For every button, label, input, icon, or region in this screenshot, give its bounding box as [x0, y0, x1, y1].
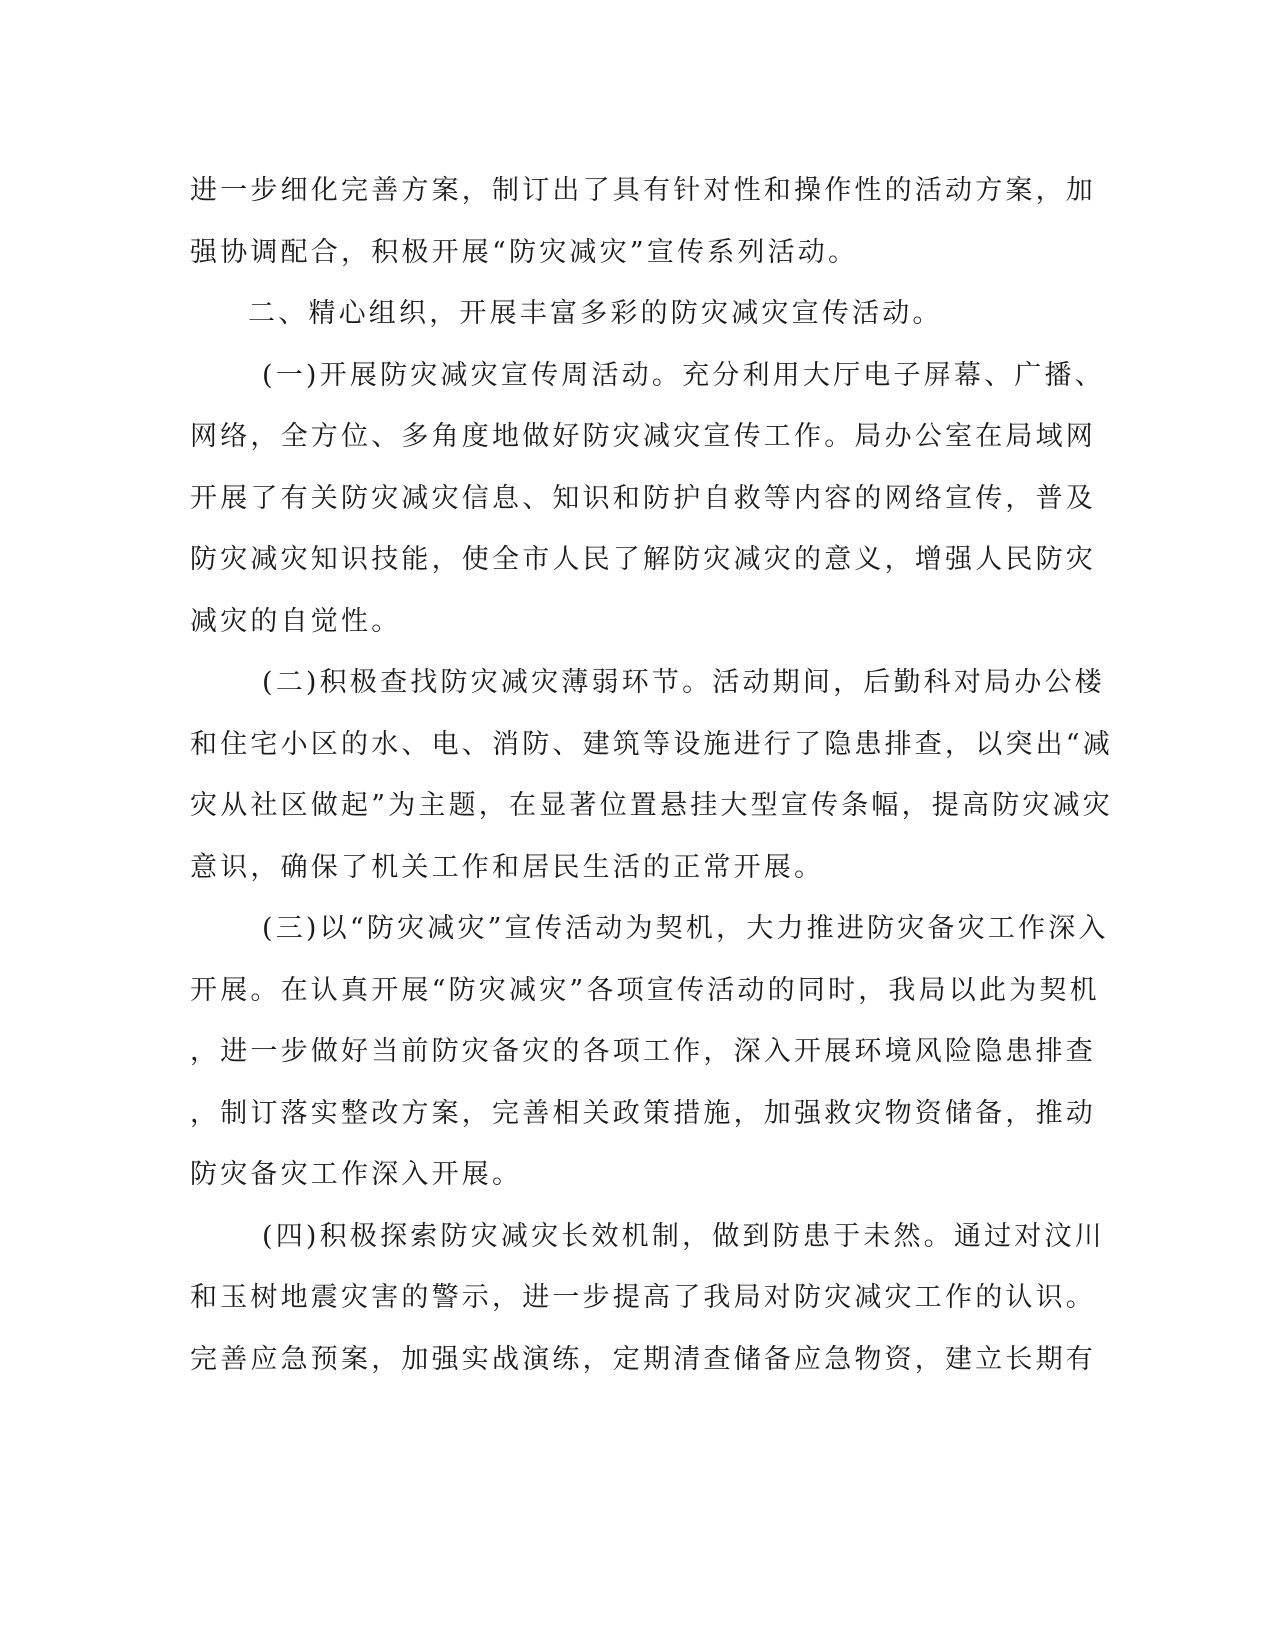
text-line: 灾从社区做起”为主题，在显著位置悬挂大型宣传条幅，提高防灾减灾: [190, 790, 1114, 821]
text-line: 进一步细化完善方案，制订出了具有针对性和操作性的活动方案，加: [190, 175, 1096, 206]
text-line: 和玉树地震灾害的警示，进一步提高了我局对防灾减灾工作的认识。: [190, 1282, 1096, 1313]
text-line: ，进一步做好当前防灾备灾的各项工作，深入开展环境风险隐患排查: [190, 1036, 1096, 1067]
document-body: [190, 160, 1114, 1390]
text-line: 网络，全方位、多角度地做好防灾减灾宣传工作。局办公室在局域网: [190, 421, 1096, 452]
text-line: 意识，确保了机关工作和居民生活的正常开展。: [190, 851, 825, 883]
text-line: 强协调配合，积极开展“防灾减灾”宣传系列活动。: [190, 236, 859, 268]
text-line: 完善应急预案，加强实战演练，定期清查储备应急物资，建立长期有: [190, 1343, 1096, 1375]
text-line: 开展。在认真开展“防灾减灾”各项宣传活动的同时，我局以此为契机: [190, 974, 1100, 1006]
text-line: 减灾的自觉性。: [190, 605, 402, 637]
text-line: 防灾减灾知识技能，使全市人民了解防灾减灾的意义，增强人民防灾: [190, 544, 1096, 575]
paragraph-start: (一)开展防灾减灾宣传周活动。充分利用大厅电子屏幕、广播、: [262, 359, 1105, 391]
text-line: 和住宅小区的水、电、消防、建筑等设施进行了隐患排查，以突出“减: [190, 728, 1114, 760]
paragraph-start: (三)以“防灾减灾”宣传活动为契机，大力推进防灾备灾工作深入: [262, 913, 1109, 944]
text-line: 开展了有关防灾减灾信息、知识和防护自救等内容的网络宣传，普及: [190, 482, 1096, 514]
paragraph-start: (四)积极探索防灾减灾长效机制，做到防患于未然。通过对汶川: [262, 1220, 1105, 1252]
section-heading: 二、精心组织，开展丰富多彩的防灾减灾宣传活动。: [248, 298, 943, 329]
text-line: 防灾备灾工作深入开展。: [190, 1159, 523, 1190]
paragraph-start: (二)积极查找防灾减灾薄弱环节。活动期间，后勤科对局办公楼: [262, 667, 1105, 698]
text-line: ，制订落实整改方案，完善相关政策措施，加强救灾物资储备，推动: [190, 1097, 1096, 1129]
